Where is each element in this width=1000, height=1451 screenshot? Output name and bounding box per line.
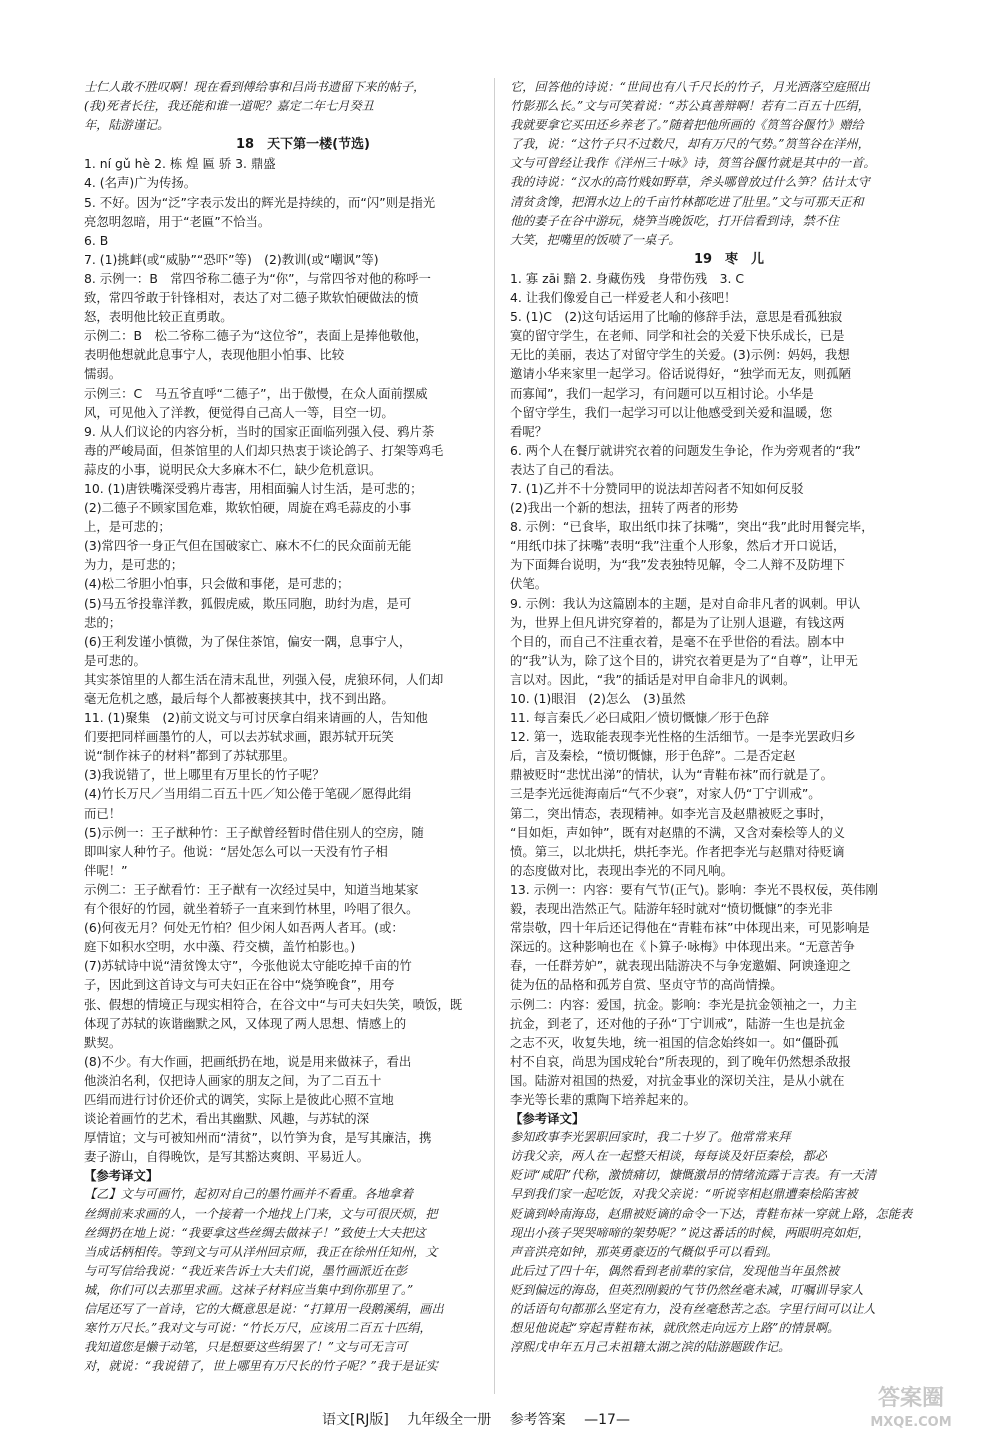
text-line: 7. (1)挑衅(或“威胁”“恐吓”等) (2)教训(或“嘲讽”等) — [84, 251, 379, 267]
text-line: 4. (名声)广为传扬。 — [84, 175, 197, 191]
text-line: 之志不灭，收复失地，统一祖国的信念始终如一。如“僵卧孤 — [510, 1034, 839, 1050]
text-line: 想见他说起“穿起青鞋布袜，就欣然走向远方上路”的情景啊。 — [510, 1321, 840, 1336]
text-line: 竹影那么长。”文与可笑着说：“苏公真善辩啊！若有二百五十匹绢， — [510, 99, 870, 114]
text-line: 亮忽明忽暗，用于“老匾”不恰当。 — [84, 213, 271, 229]
text-line: 参知政事李光罢职回家时，我二十岁了。他常常来拜 — [510, 1130, 791, 1145]
right-column — [510, 78, 948, 1357]
footer-grade: 九年级全一册 — [407, 1412, 492, 1428]
text-line: 12. 第一，选取能表现李光性格的生活细节。一是李光罢政归乡 — [510, 729, 856, 745]
page-number: —17— — [584, 1412, 630, 1428]
text-line: 无比的美丽，表达了对留守学生的关爱。(3)示例：妈妈，我想 — [510, 347, 850, 363]
text-line: 默契。 — [84, 1034, 122, 1050]
text-line: 有个很好的竹园，就坐着轿子一直来到竹林里，吟唱了很久。 — [84, 901, 419, 917]
text-line: 早到我们家一起吃饭，对我父亲说：“听说宰相赵鼎遭秦桧陷害被 — [510, 1187, 858, 1202]
text-line: 懦弱。 — [84, 366, 122, 382]
text-line: 厚情谊；文与可被知州而“清贫”，以竹笋为食，是写其廉洁，携 — [84, 1130, 432, 1146]
text-line: 9. 示例：我认为这篇剧本的主题，是对自命非凡者的讽刺。甲认 — [510, 595, 861, 611]
text-line: 的“我”认为，除了这个目的，讲究衣着更是为了“自尊”，让甲无 — [510, 652, 858, 668]
text-line: 表明他想就此息事宁人，表现他胆小怕事、比较 — [84, 347, 345, 363]
text-line: 清贫贪馋，把渭水边上的千亩竹林都吃进了肚里。”文与可那天正和 — [510, 194, 864, 209]
text-line: 我就要拿它买田还乡养老了。”随着把他所画的《筼筜谷偃竹》赠给 — [510, 118, 864, 133]
text-line: 我的诗说：“汉水的高竹贱如野草，斧头哪曾放过什么笋？估计太守 — [510, 175, 870, 190]
section-heading-18: 18 天下第一楼(节选) — [236, 137, 370, 153]
left-column — [84, 78, 522, 1376]
text-line: 1. ní gǔ hè 2. 栋 煌 匾 骄 3. 鼎盛 — [84, 156, 276, 172]
translation-main — [84, 1185, 522, 1376]
text-line: 而寡闻”，我们一起学习，有问题可以互相讨论。小华是 — [510, 385, 814, 401]
text-line: 大笑，把嘴里的饭喷了一桌子。 — [510, 232, 681, 247]
text-line: 致，常四爷敢于针锋相对，表达了对二德子欺软怕硬做法的愤 — [84, 290, 419, 306]
text-line: 【乙】文与可画竹，起初对自己的墨竹画并不看重。各地拿着 — [84, 1187, 414, 1202]
text-line: “目如炬，声如钟”，既有对赵鼎的不满，又含对秦桧等人的义 — [510, 824, 845, 840]
text-line: (5)示例一：王子猷种竹：王子猷曾经暂时借住别人的空房，随 — [84, 824, 424, 840]
text-line: 丝绸前来求画的人，一个接着一个地找上门来，文与可很厌烦，把 — [84, 1206, 438, 1221]
text-line: 13. 示例一：内容：要有气节(正气)。影响：李光不畏权佞，英伟刚 — [510, 881, 878, 897]
translation-intro — [84, 78, 522, 135]
text-line: 9. 从人们议论的内容分析，当时的国家正面临列强入侵、鸦片荼 — [84, 423, 435, 439]
text-line: 愤。第三，以北烘托，烘托李光。作者把李光与赵鼎对待贬谪 — [510, 843, 845, 859]
text-line: (7)苏轼诗中说“清贫馋太守”，今张他说太守能吃掉千亩的竹 — [84, 958, 412, 974]
text-line: 第二，突出情态，表现精神。如李光言及赵鼎被贬之事时， — [510, 805, 833, 821]
text-line: 贬到偏远的海岛，但英烈刚毅的气节仍然丝毫未减，叮嘱训导家人 — [510, 1282, 864, 1297]
watermark-title: 答案圈 — [877, 1386, 944, 1411]
answers-19 — [510, 269, 948, 1109]
text-line: 鼎被贬时“悲忧出涕”的情状，认为“青鞋布袜”而行就是了。 — [510, 767, 834, 783]
text-line: 5. (1)C (2)这句话运用了比喻的修辞手法，意思是看孤独寂 — [510, 309, 843, 325]
text-line: (4)松二爷胆小怕事，只会做和事佬，是可悲的； — [84, 576, 350, 592]
text-line: 访我父亲，两人在一起整天相谈，每每谈及奸臣秦桧，都必 — [510, 1149, 827, 1164]
text-line: 对，就说：“我说错了，世上哪里有万尺长的竹子呢？”我于是证实 — [84, 1359, 438, 1374]
reference-translation-label: 【参考译文】 — [84, 1168, 159, 1184]
text-line: (2)我出一个新的想法，扭转了两者的形势 — [510, 500, 739, 516]
text-line: 10. (1)眼泪 (2)怎么 (3)虽然 — [510, 691, 686, 706]
text-line: 7. (1)乙并不十分赞同甲的说法却苦闷者不知如何反驳 — [510, 480, 804, 496]
text-line: 示例三：C 马五爷直呼“二德子”，出于傲慢，在众人面前摆威 — [84, 385, 428, 401]
text-line: 文与可曾经让我作《洋州三十咏》诗，筼筜谷偃竹就是其中的一首。 — [510, 156, 876, 171]
translation-continued — [510, 78, 948, 250]
text-line: 春，一任群芳妒”，就表现出陆游决不与争宠邀媚、阿谀逢迎之 — [510, 958, 851, 974]
text-line: 上，是可悲的； — [84, 519, 171, 535]
text-line: 匹绢而进行讨价还价式的调笑，实际上是彼此心照不宣地 — [84, 1091, 394, 1107]
text-line: 8. 示例一：B 常四爷称二德子为“你”，与常四爷对他的称呼一 — [84, 270, 431, 286]
text-line: (6)王利发谨小慎微，为了保住茶馆，偏安一隅，息事宁人， — [84, 633, 412, 649]
reference-translation-label: 【参考译文】 — [510, 1111, 585, 1127]
text-line: 示例二：内容：爱国，抗金。影响：李光是抗金领袖之一，力主 — [510, 996, 857, 1012]
text-line: 妻子游山，自得晚饮，是写其豁达爽朗、平易近人。 — [84, 1149, 369, 1165]
text-line: 是可悲的。 — [84, 652, 146, 668]
text-line: 丝绸扔在地上说：“我要拿这些丝绸去做袜子！”致使士大夫把这 — [84, 1225, 426, 1240]
column-divider — [494, 78, 495, 1394]
text-line: 说“制作袜子的材料”都到了苏轼那里。 — [84, 748, 296, 764]
text-line: 个留守学生，我们一起学习可以让他感受到关爱和温暖，您 — [510, 404, 833, 420]
text-line: 示例二：B 松二爷称二德子为“这位爷”，表面上是捧他敬他， — [84, 328, 428, 344]
text-line: 常崇敬，四十年后还记得他在“青鞋布袜”中体现出来，可见影响是 — [510, 920, 870, 936]
text-line: (2)二德子不顾家国危难，欺软怕硬，周旋在鸡毛蒜皮的小事 — [84, 500, 412, 516]
text-line: 现出小孩子哭哭啼啼的架势呢？”说这番话的时候，两眼明亮如炬， — [510, 1225, 870, 1240]
watermark-url: MXQE.COM — [870, 1415, 952, 1430]
text-line: 们要把同样画墨竹的人，可以去苏轼求画，跟苏轼开玩笑 — [84, 729, 394, 745]
text-line: (4)竹长万尺／当用绢二百五十匹／知公倦于笔砚／愿得此绢 — [84, 786, 412, 802]
text-line: 言以对。因此，“我”的插话是对甲自命非凡的讽刺。 — [510, 671, 796, 687]
text-line: 贬词“咸阳”代称，激愤痛切，慷慨激昂的情绪流露于言表。有一天清 — [510, 1168, 876, 1183]
text-line: (5)马五爷投靠洋教，狐假虎威，欺压同胞，助纣为虐，是可 — [84, 595, 412, 611]
text-line: 10. (1)唐铁嘴深受鸦片毒害，用相面骗人讨生活，是可悲的； — [84, 480, 423, 496]
text-line: (3)常四爷一身正气但在国破家亡、麻木不仁的民众面前无能 — [84, 538, 412, 554]
text-line: 8. 示例：“已食毕，取出纸巾抹了抹嘴”，突出“我”此时用餐完毕， — [510, 519, 874, 535]
text-line: 为，世界上但凡讲究穿着的，都是为了让别人退避，有钱这两 — [510, 614, 845, 630]
text-line: 徒为伍的品格和孤芳自赏、坚贞守节的高尚情操。 — [510, 977, 783, 993]
text-line: 子，因此到这首诗文与可夫妇正在谷中“烧笋晚食”，用夸 — [84, 977, 395, 993]
text-line: 蒜皮的小事，说明民众大多麻木不仁，缺少危机意识。 — [84, 461, 382, 477]
text-line: 毅，表现出浩然正气。陆游年轻时就对“愤切慨慷”的李光非 — [510, 901, 833, 917]
text-line: 表达了自己的看法。 — [510, 461, 622, 477]
text-line: 寒竹万尺长。”我对文与可说：“竹长万尺，应该用二百五十匹绢， — [84, 1321, 432, 1336]
text-line: 当成话柄相传。等到文与可从洋州回京师，我正在徐州任知州，文 — [84, 1244, 438, 1259]
text-line: 三是李光远徙海南后“气不少衰”，对家人仍“丁宁训戒”。 — [510, 786, 821, 802]
text-line: 的态度做对比，表现出李光的不同凡响。 — [510, 862, 734, 878]
translation-li-guang — [510, 1128, 948, 1357]
text-line: 此后过了四十年，偶然看到老前辈的家信，发现他当年虽然被 — [510, 1263, 840, 1278]
text-line: 个目的，而自己不注重衣着，是毫不在乎世俗的看法。剧本中 — [510, 633, 845, 649]
text-line: 李光等长辈的熏陶下培养起来的。 — [510, 1091, 696, 1107]
text-line: 了我，说：“这竹子只不过数尺，却有万尺的气势。”筼筜谷在洋州， — [510, 137, 870, 152]
text-line: 寞的留守学生，在老师、同学和社会的关爱下快乐成长，已是 — [510, 328, 845, 344]
text-line: (我)死者长往，我还能和谁一道呢？嘉定二年七月癸丑 — [84, 99, 374, 114]
text-line: 的话语句句都那么坚定有力，没有丝毫愁苦之态。字里行间可以让人 — [510, 1302, 876, 1316]
text-line: 1. 寡 zāi 黯 2. 身藏伤残 身带伤残 3. C — [510, 270, 744, 286]
text-line: 4. 让我们像爱自己一样爱老人和小孩吧！ — [510, 290, 737, 306]
text-line: 而已！ — [84, 805, 122, 821]
footer-subject: 语文[RJ版] — [322, 1412, 389, 1428]
text-line: 它，回答他的诗说：“世间也有八千尺长的竹子，月光洒落空庭照出 — [510, 80, 870, 94]
text-line: 村不自哀，尚思为国戍轮台”所表现的，到了晚年仍然想杀敌报 — [510, 1053, 851, 1069]
text-line: 邀请小华来家里一起学习。俗话说得好，“独学而无友，则孤陋 — [510, 366, 851, 382]
text-line: 与可写信给我说：“我近来告诉士大夫们说，墨竹画派近在彭 — [84, 1263, 408, 1278]
text-line: 体现了苏轼的诙谐幽默之风，又体现了两人思想、情感上的 — [84, 1015, 407, 1031]
text-line: (8)不少。有大作画，把画纸扔在地，说是用来做袜子，看出 — [84, 1053, 412, 1069]
text-line: 年，陆游谨记。 — [84, 118, 170, 133]
text-line: 怒，表明他比较正直勇敢。 — [84, 309, 233, 325]
section-heading-19: 19 枣 儿 — [693, 251, 765, 267]
text-line: 看呢？ — [510, 423, 548, 439]
text-line: 毫无危机之感，最后每个人都被裹挟其中，找不到出路。 — [84, 691, 394, 706]
text-line: 11. (1)聚集 (2)前文说文与可讨厌拿白绢来请画的人，告知他 — [84, 710, 428, 726]
text-line: 6. 两个人在餐厅就讲究衣着的问题发生争论，作为旁观者的“我” — [510, 442, 861, 458]
text-line: 示例二：王子猷看竹：王子猷有一次经过吴中，知道当地某家 — [84, 881, 419, 897]
text-line: 抗金，到老了，还对他的子孙“丁宁训戒”，陆游一生也是抗金 — [510, 1015, 845, 1031]
text-line: 毒的严峻局面，但茶馆里的人们却只热衷于谈论鸽子、打架等鸡毛 — [84, 442, 444, 458]
text-line: 风，可见他入了洋教，便觉得自己高人一等，目空一切。 — [84, 404, 394, 420]
text-line: 伴呢！” — [84, 862, 128, 878]
text-line: 我知道您是懒于动笔，只是想要这些绢罢了！”文与可无言可 — [84, 1340, 408, 1355]
text-line: 深远的。这种影响也在《卜算子·咏梅》中体现出来。“无意苦争 — [510, 939, 855, 955]
text-line: 张、假想的情境正与现实相符合，在谷文中“与可夫妇失笑，喷饭，既 — [84, 996, 463, 1012]
text-line: 贬谪到岭南海岛，赵鼎被贬谪的命令一下达，青鞋布袜一穿就上路，怎能表 — [510, 1206, 913, 1221]
text-line: 声音洪亮如钟，那英勇豪迈的气概似乎可以看到。 — [510, 1244, 779, 1259]
text-line: (3)我说错了，世上哪里有万里长的竹子呢？ — [84, 767, 325, 783]
text-line: 谈论着画竹的艺术，看出其幽默、风趣，与苏轼的深 — [84, 1111, 369, 1127]
text-line: 11. 每言秦氏／必曰咸阳／愤切慨慷／形于色辞 — [510, 710, 770, 726]
text-line: 伏笔。 — [510, 576, 548, 592]
page-footer — [322, 1409, 644, 1429]
text-line: 城，你们可以去那里求画。这袜子材料应当集中到你那里了。” — [84, 1282, 414, 1297]
text-line: 5. 不好。因为“泛”字表示发出的辉光是持续的，而“闪”则是指光 — [84, 194, 436, 210]
footer-section: 参考答案 — [509, 1412, 566, 1428]
site-watermark — [852, 1387, 970, 1437]
text-line: 悲的； — [84, 614, 122, 630]
text-line: 6. B — [84, 232, 109, 248]
answers-18 — [84, 154, 522, 1166]
text-line: 士仁人敢不胜叹啊！现在看到傅给事和吕尚书遗留下来的帖子， — [84, 80, 426, 94]
text-line: “用纸巾抹了抹嘴”表明“我”注重个人形象，然后才开口说话， — [510, 538, 846, 554]
text-line: 其实茶馆里的人都生活在清末乱世，列强入侵，虎狼环伺，人们却 — [84, 671, 444, 687]
text-line: 他的妻子在谷中游玩，烧笋当晚饭吃，打开信看到诗，禁不住 — [510, 213, 840, 228]
text-line: 即叫家人种竹子。他说：“居处怎么可以一天没有竹子相 — [84, 843, 388, 859]
text-line: 他淡泊名利，仅把诗人画家的朋友之间，为了二百五十 — [84, 1072, 382, 1088]
text-line: 淳熙戊申年五月己未祖籍太湖之滨的陆游题跋作记。 — [510, 1340, 791, 1355]
text-line: (6)何夜无月？何处无竹柏？但少闲人如吾两人者耳。(或： — [84, 920, 404, 936]
text-line: 国。陆游对祖国的热爱，对抗金事业的深切关注，是从小就在 — [510, 1072, 845, 1088]
text-line: 为下面舞台说明，为“我”发表独特见解，令二人辩不及防埋下 — [510, 557, 845, 573]
text-line: 庭下如积水空明，水中藻、荇交横，盖竹柏影也。) — [84, 939, 356, 955]
text-line: 后，言及秦桧，“愤切慨慷，形于色辞”。二是否定赵 — [510, 748, 796, 764]
text-line: 为力，是可悲的； — [84, 557, 184, 573]
text-line: 信尾还写了一首诗，它的大概意思是说：“打算用一段鹅溪绢，画出 — [84, 1302, 444, 1316]
